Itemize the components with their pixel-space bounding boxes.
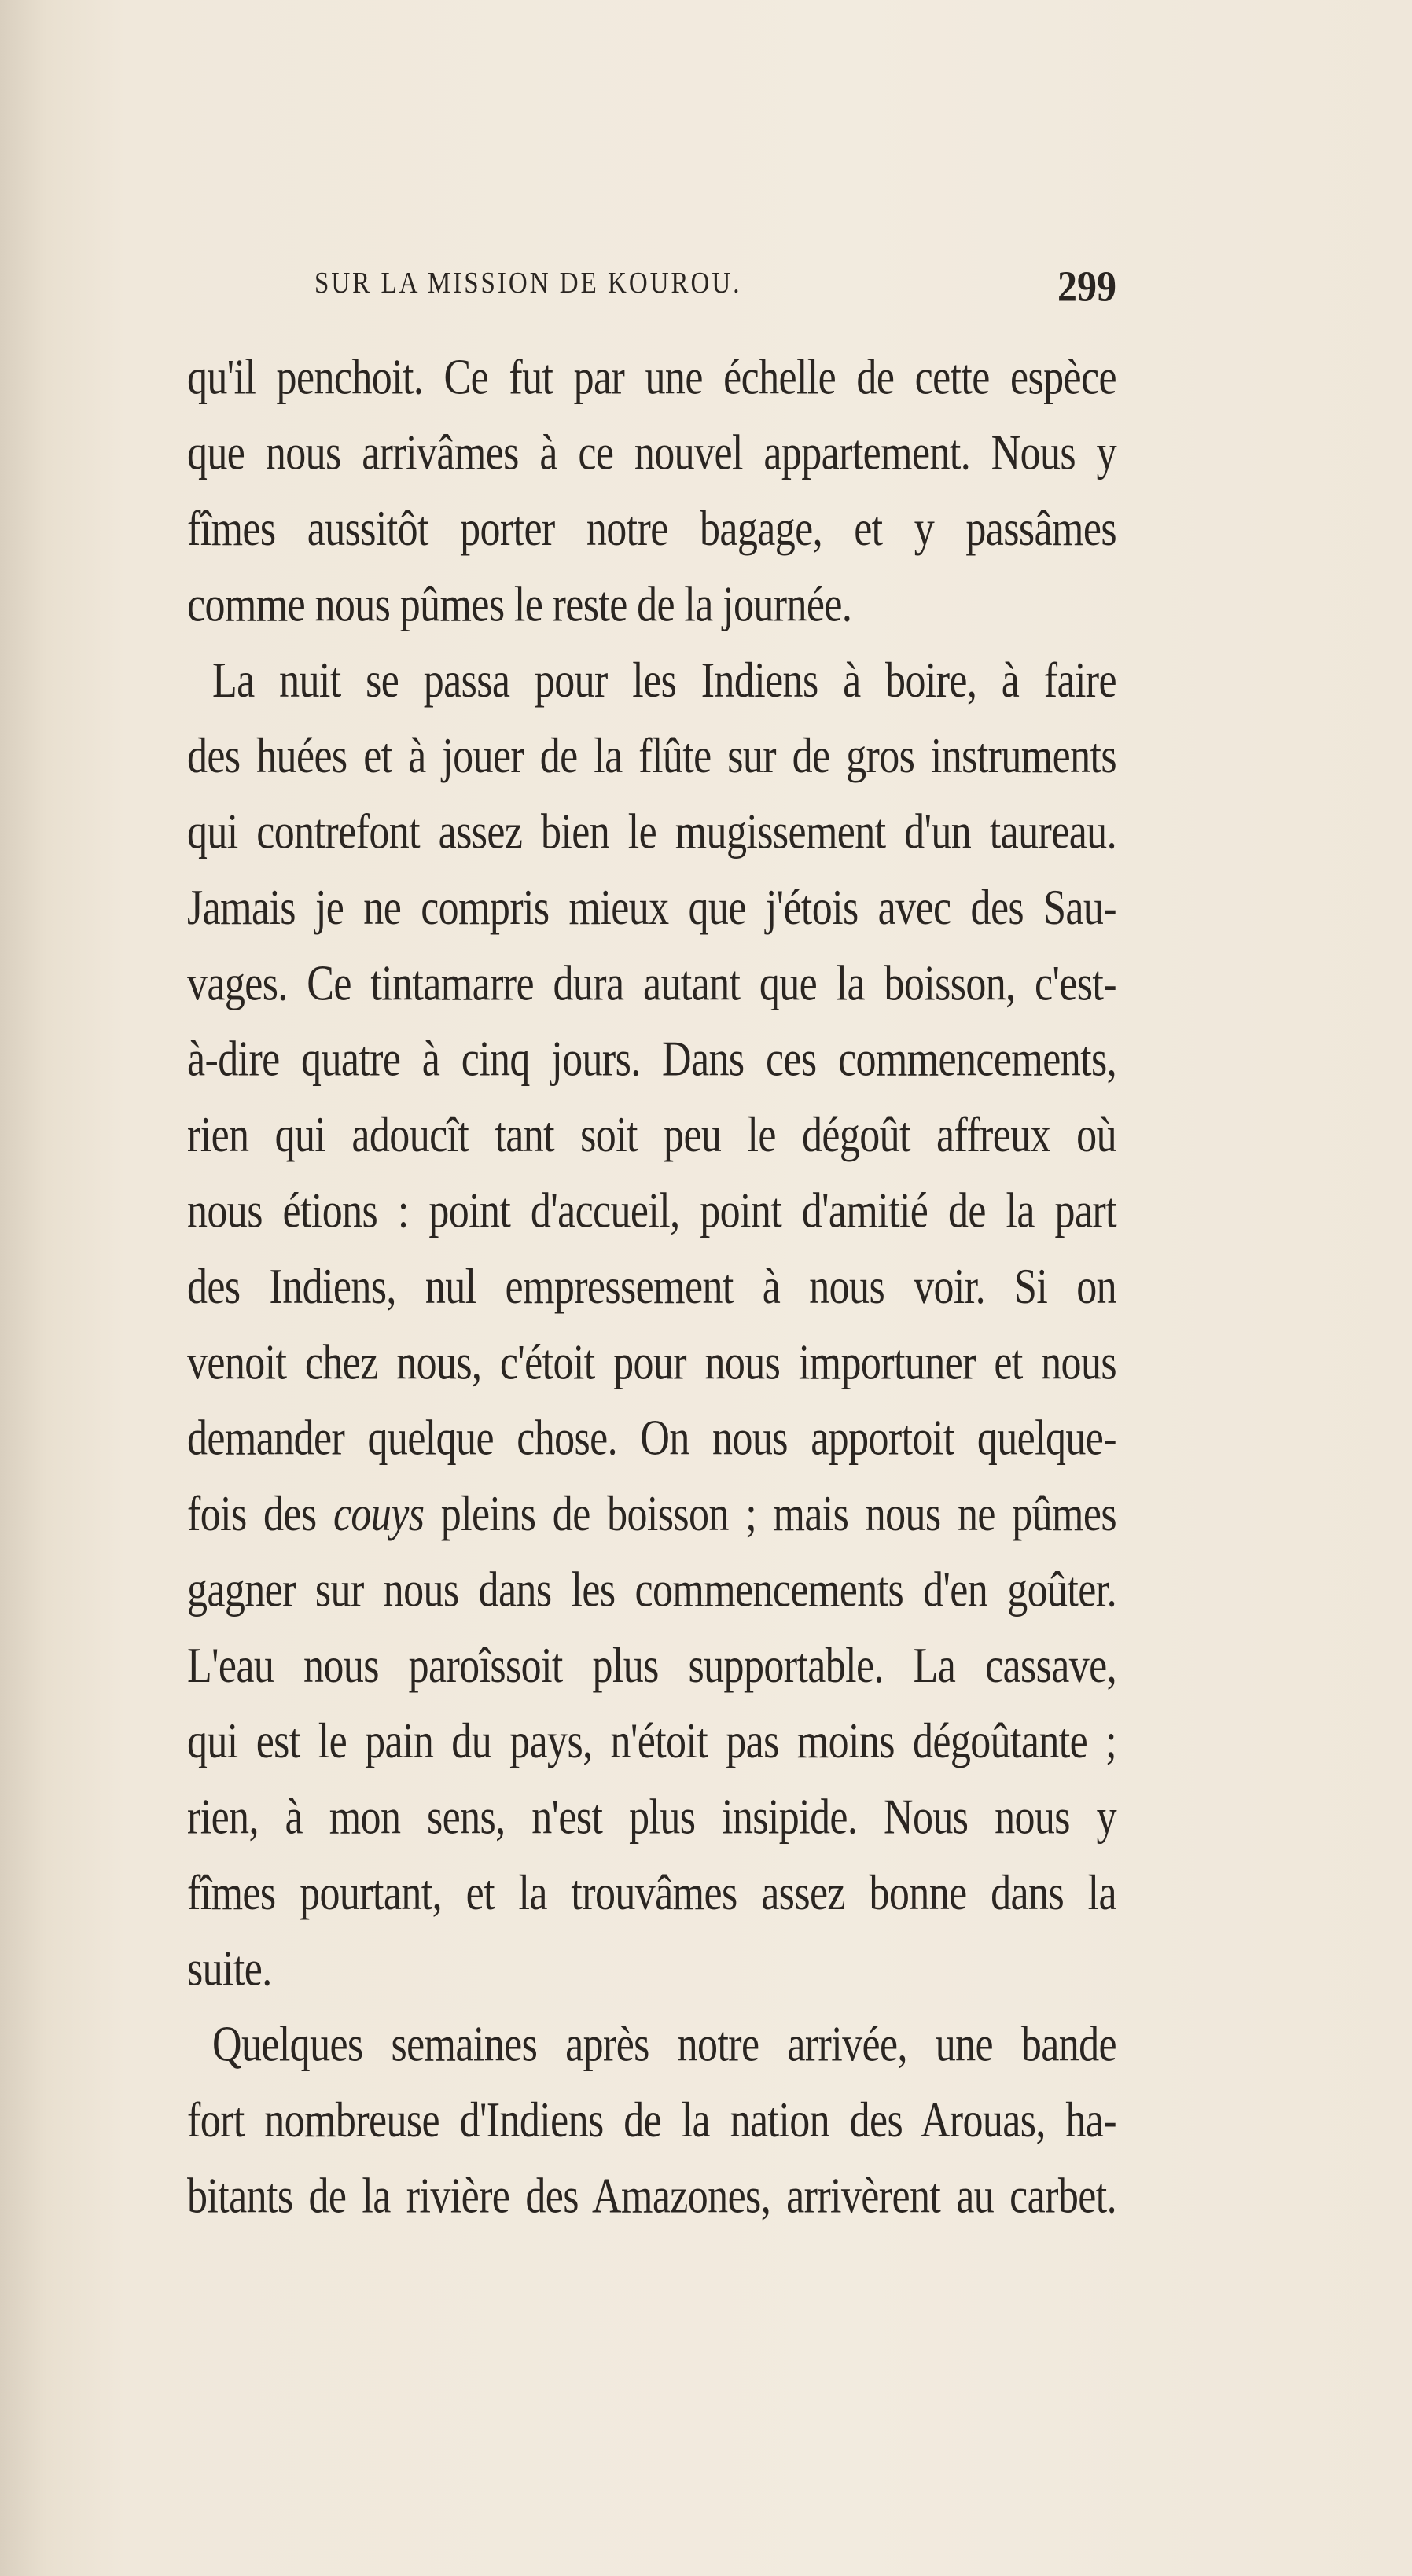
text-line: fîmes aussitôt porter notre bagage, et y passâmes [187,502,1116,557]
italic-term: couys [333,1487,425,1542]
text-line: fort nombreuse d'Indiens de la nation des Arouas, ha- [187,2093,1116,2148]
text-line: qui contrefont assez bien le mugissement d'un taureau. [187,804,1116,860]
text-segment: pleins de boisson ; mais nous ne pûmes [424,1487,1116,1542]
running-title: SUR LA MISSION DE KOUROU. [314,267,742,300]
text-line: qu'il penchoit. Ce fut par une échelle de cette espèce [187,350,1116,405]
text-line: suite. [187,1941,272,1996]
text-line: à-dire quatre à cinq jours. Dans ces commencements, [187,1032,1116,1087]
text-line: Quelques semaines après notre arrivée, une bande [212,2017,1116,2073]
text-line: Jamais je ne compris mieux que j'étois avec des Sau- [187,881,1116,936]
text-line: demander quelque chose. On nous apportoit quelque- [187,1411,1116,1466]
text-line: que nous arrivâmes à ce nouvel appartement. Nous y [187,425,1116,481]
text-line: qui est le pain du pays, n'étoit pas moins dégoûtante ; [187,1714,1116,1769]
text-line: gagner sur nous dans les commencements d'en goûter. [187,1562,1116,1618]
text-line [187,1477,1116,1552]
paragraph [187,643,1116,2007]
page-number: 299 [1057,262,1116,311]
text-line: L'eau nous paroîssoit plus supportable. La cassave, [187,1638,1116,1694]
text-line: rien qui adoucît tant soit peu le dégoût affreux où [187,1108,1116,1163]
paragraph [187,340,1116,643]
text-line: des huées et à jouer de la flûte sur de gros instruments [187,729,1116,784]
text-line: des Indiens, nul empressement à nous voir. Si on [187,1259,1116,1315]
text-line: rien, à mon sens, n'est plus insipide. Nous nous y [187,1790,1116,1846]
text-line: venoit chez nous, c'étoit pour nous importuner et nous [187,1335,1116,1390]
text-line: fîmes pourtant, et la trouvâmes assez bonne dans la [187,1866,1116,1921]
text-line: vages. Ce tintamarre dura autant que la boisson, c'est- [187,956,1116,1011]
running-header [314,262,1116,315]
paragraph [187,2007,1116,2234]
text-segment: fois des [187,1487,333,1542]
text-line: nous étions : point d'accueil, point d'amitié de la part [187,1183,1116,1239]
text-line: comme nous pûmes le reste de la journée. [187,577,852,633]
page-body [187,340,1116,2235]
text-line: bitants de la rivière des Amazones, arrivèrent au carbet. [187,2169,1116,2225]
text-line: La nuit se passa pour les Indiens à boire, à faire [212,653,1116,708]
